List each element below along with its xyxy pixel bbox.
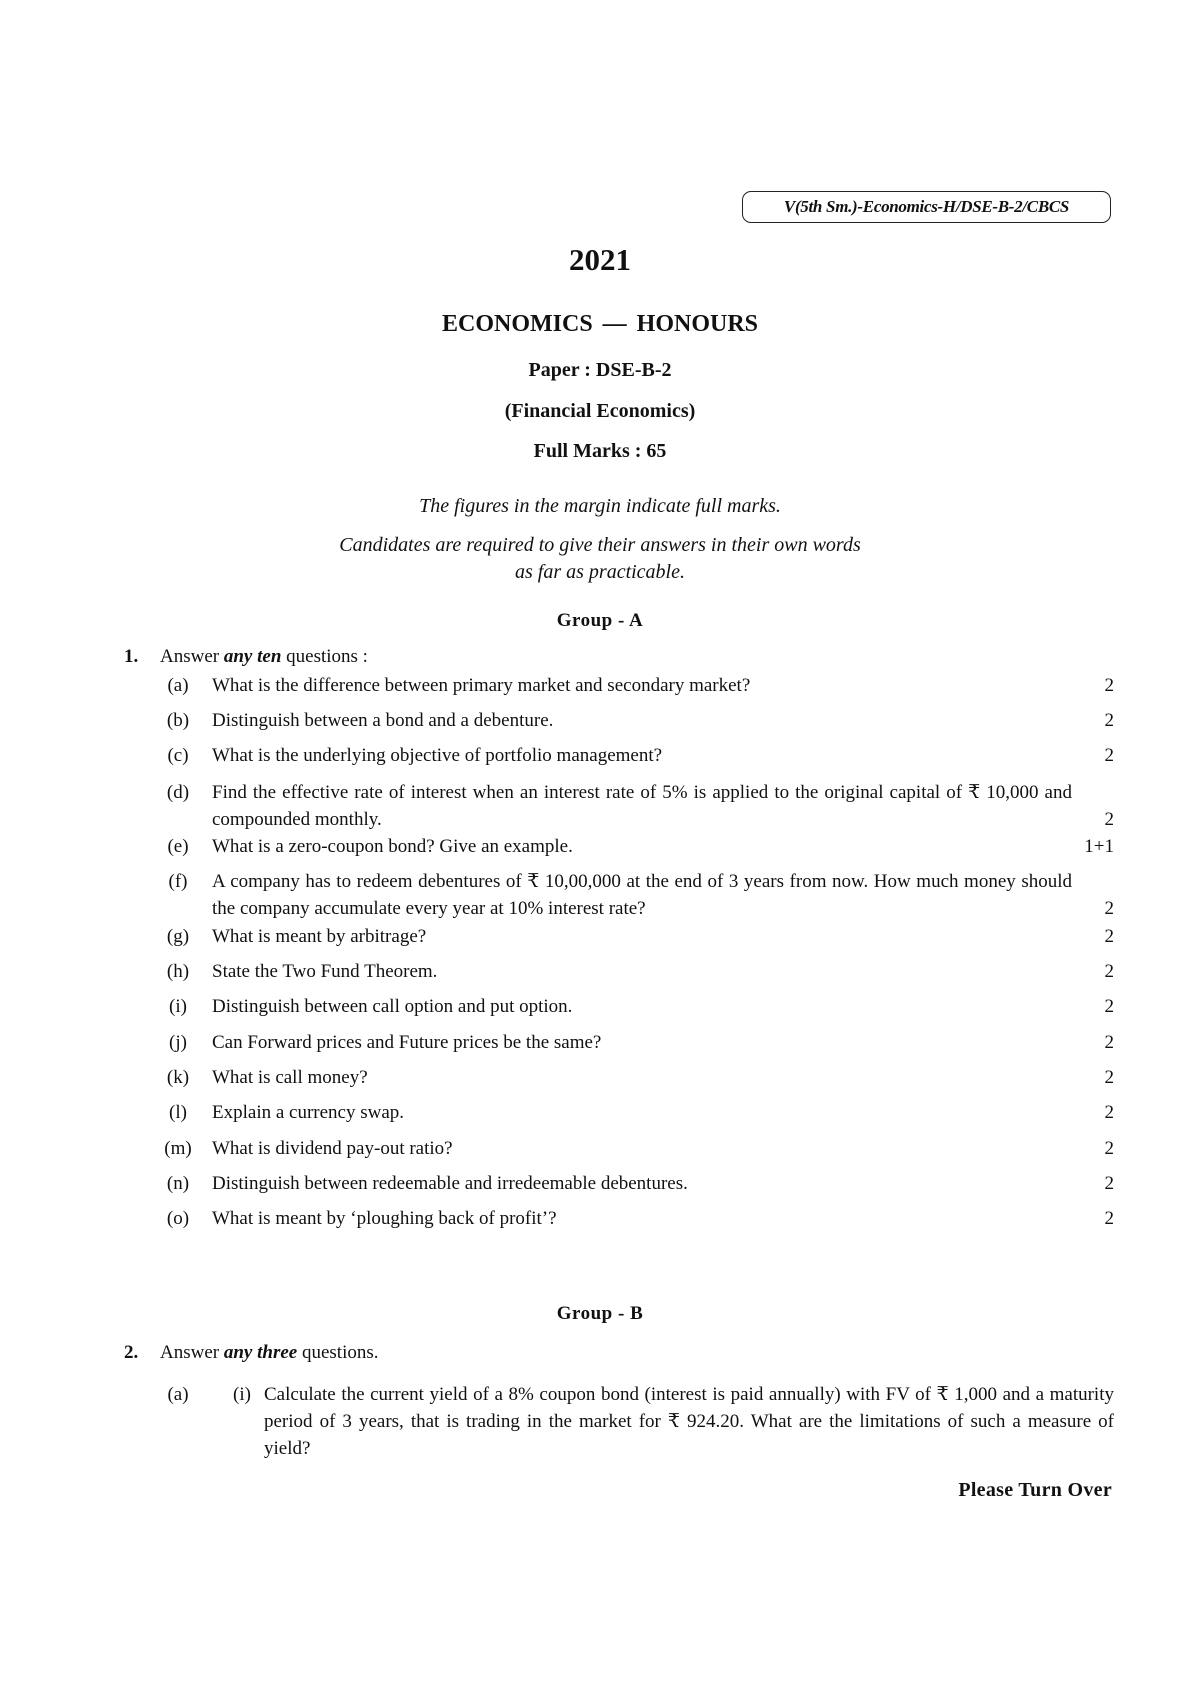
please-turn-over: Please Turn Over [958,1479,1112,1501]
question-lead: Answer [160,1342,224,1363]
item-text: What is meant by ‘ploughing back of profit’? [212,1208,557,1229]
item-label: (c) [167,745,189,766]
item-marks: 2 [1104,675,1114,696]
instruction-line-3: as far as practicable. [515,561,685,583]
item-label: (o) [166,1208,190,1229]
item-label: (a) [167,1384,189,1405]
question-tail: questions : [281,646,368,667]
paper-code: Paper : DSE-B-2 [528,359,672,381]
item-text: A company has to redeem debentures of ₹ 10,00,000 at the end of 3 years from now. How much money should the company accumulate every year at 10% interest rate? [212,871,1072,919]
item-text: What is the underlying objective of portfolio management? [212,745,663,766]
item-label: (f) [168,871,188,892]
item-marks: 1+1 [1084,836,1114,857]
exam-year: 2021 [569,242,631,277]
full-marks: Full Marks : 65 [533,440,667,462]
item-label: (d) [166,782,190,803]
item-marks: 2 [1104,1208,1114,1229]
paper-code-badge: V(5th Sm.)-Economics-H/DSE-B-2/CBCS [742,191,1111,223]
item-text: What is meant by arbitrage? [212,926,427,947]
item-label: (m) [164,1138,192,1159]
item-text: Calculate the current yield of a 8% coupon bond (interest is paid annually) with FV of ₹ 1,000 and a maturity period of 3 years, that is trading in the market for ₹ 924.20. What are the limitations of such a measure of yield? [264,1384,1114,1459]
question-emphasis: any ten [223,646,282,667]
question-2-heading [124,1342,379,1364]
item-marks: 2 [1104,809,1114,830]
item-text: Distinguish between a bond and a debenture. [212,710,554,731]
item-marks: 2 [1104,745,1114,766]
item-text: What is call money? [212,1067,368,1088]
item-text: Explain a currency swap. [212,1102,405,1123]
question-number: 2. [124,1342,139,1363]
question-lead: Answer [160,646,224,667]
item-label: (g) [166,926,190,947]
question-number: 1. [124,646,139,667]
question-tail: questions. [297,1342,379,1363]
item-marks: 2 [1104,1173,1114,1194]
question-emphasis: any three [223,1342,298,1363]
item-label: (h) [166,961,190,982]
subject-title: ECONOMICS — HONOURS [441,311,759,337]
instruction-line-1: The figures in the margin indicate full marks. [419,495,781,517]
item-marks: 2 [1104,961,1114,982]
item-label: (l) [169,1102,187,1123]
item-text: Distinguish between call option and put option. [212,996,573,1017]
sub-item-label: (i) [233,1384,251,1405]
item-text: What is the difference between primary market and secondary market? [212,675,751,696]
item-label: (b) [166,710,190,731]
item-text: What is a zero-coupon bond? Give an example. [212,836,573,857]
item-marks: 2 [1104,1138,1114,1159]
item-marks: 2 [1104,1102,1114,1123]
item-marks: 2 [1104,1032,1114,1053]
item-marks: 2 [1104,710,1114,731]
item-marks: 2 [1104,898,1114,919]
instruction-line-2: Candidates are required to give their answers in their own words [339,534,861,556]
question-1-heading [124,646,368,668]
group-a-heading: Group - A [556,610,644,631]
item-text: State the Two Fund Theorem. [212,961,438,982]
item-label: (k) [166,1067,190,1088]
item-label: (n) [166,1173,190,1194]
item-label: (e) [167,836,189,857]
item-label: (j) [169,1032,187,1053]
item-marks: 2 [1104,1067,1114,1088]
item-marks: 2 [1104,926,1114,947]
item-text: Distinguish between redeemable and irredeemable debentures. [212,1173,688,1194]
item-marks: 2 [1104,996,1114,1017]
item-text: Find the effective rate of interest when an interest rate of 5% is applied to the original capital of ₹ 10,000 and compounded monthly. [212,782,1072,830]
item-text: What is dividend pay-out ratio? [212,1138,453,1159]
item-text: Can Forward prices and Future prices be the same? [212,1032,602,1053]
item-label: (i) [169,996,187,1017]
item-label: (a) [167,675,189,696]
group-b-heading: Group - B [556,1303,644,1324]
paper-topic: (Financial Economics) [504,400,696,422]
